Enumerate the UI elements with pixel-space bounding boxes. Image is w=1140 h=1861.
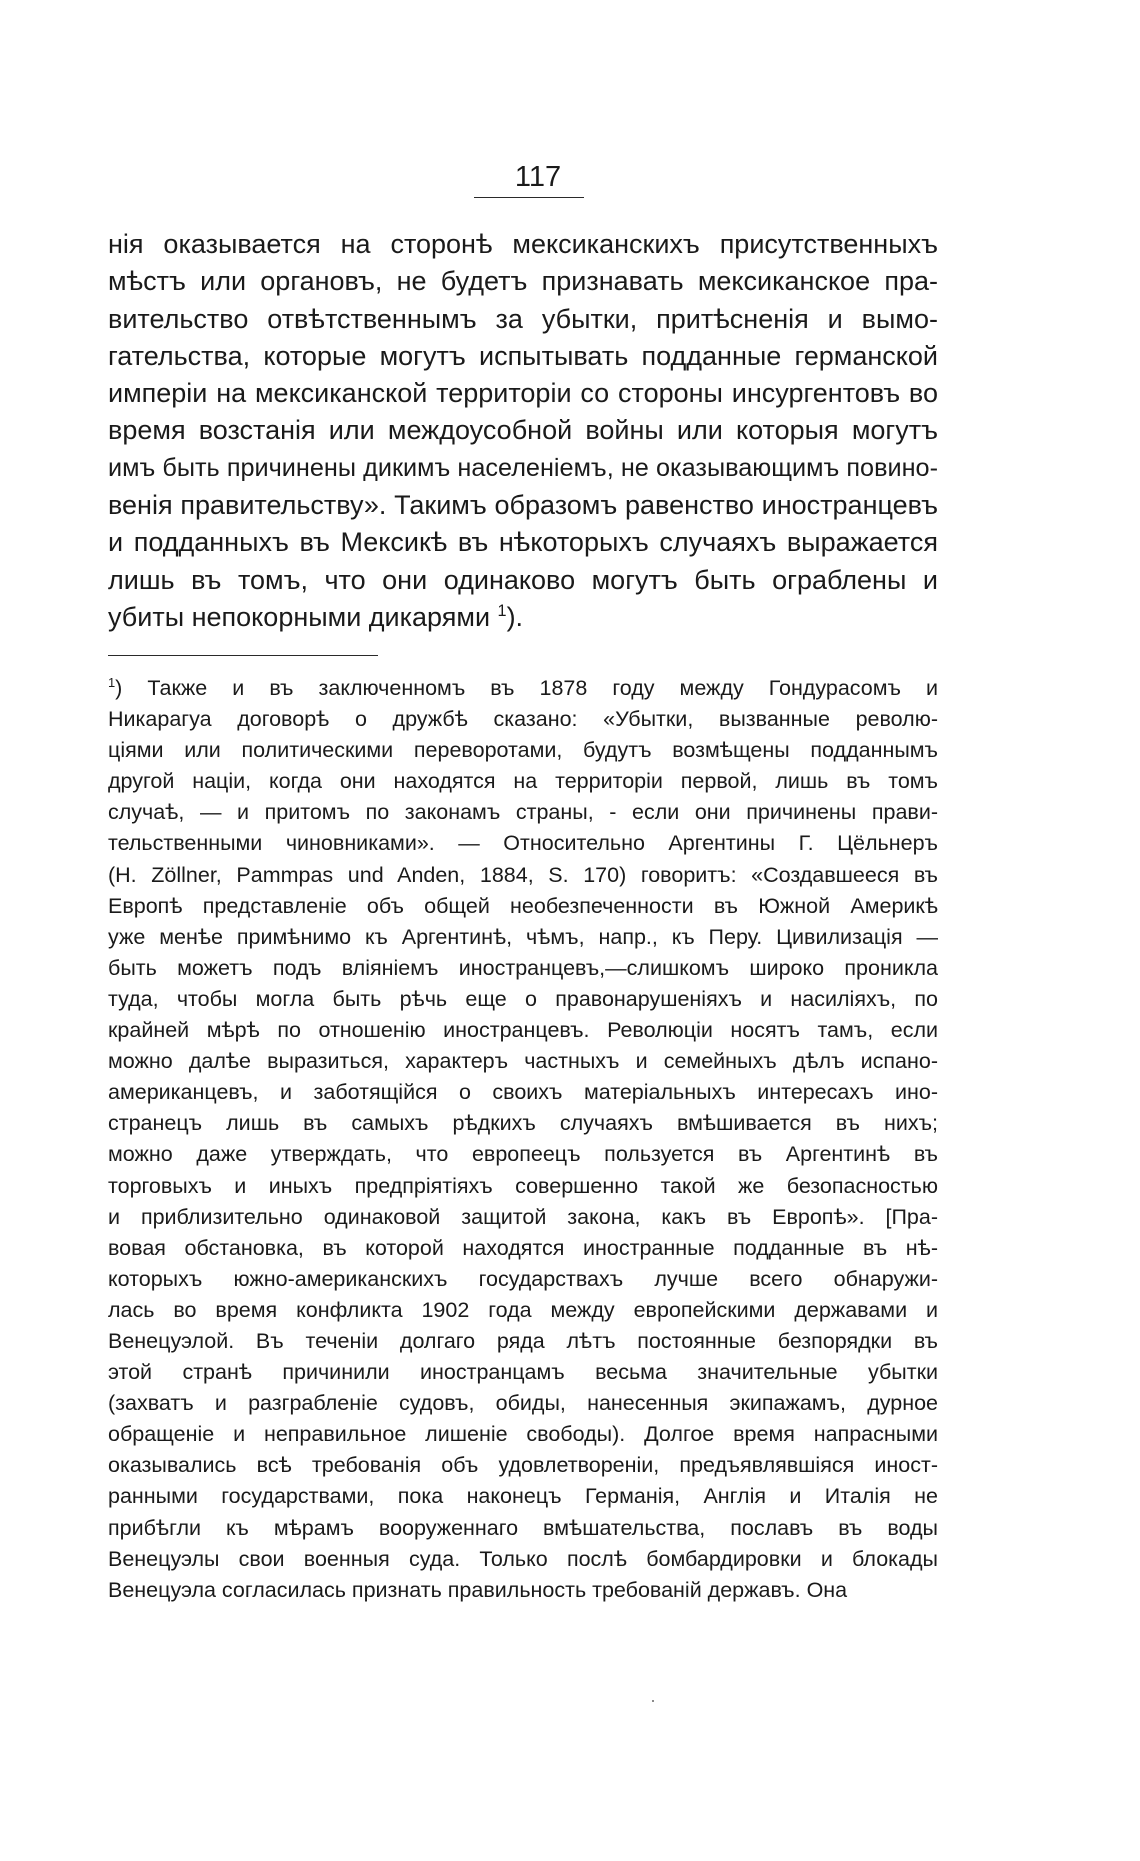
main-text-closing: ). <box>506 601 524 632</box>
footnote-line: которыхъ южно-американскихъ государствахъ лучше всего обнаружи- <box>108 1266 938 1291</box>
main-text-line: венія правительству». Такимъ образомъ равенство иностранцевъ <box>108 490 938 521</box>
main-text-line: и подданныхъ въ Мексикѣ въ нѣкоторыхъ случаяхъ выражается <box>108 527 938 558</box>
footnote-line: случаѣ, — и притомъ по законамъ страны, - если они причинены прави- <box>108 800 938 825</box>
footnote-line: оказывались всѣ требованія объ удовлетвореніи, предъявлявшіяся иност- <box>108 1453 938 1478</box>
main-text-line: имъ быть причинены дикимъ населеніемъ, не оказывающимъ повино- <box>108 453 938 482</box>
main-text-line: гательства, которые могутъ испытывать подданные германской <box>108 340 938 371</box>
footnote-line: туда, чтобы могла быть рѣчь еще о правонарушеніяхъ и насиліяхъ, по <box>108 986 938 1011</box>
print-speck <box>652 1700 654 1702</box>
footnote-line: и приблизительно одинаковой защитой закона, какъ въ Европѣ». [Пра- <box>108 1204 938 1229</box>
footnote-line: ціями или политическими переворотами, будутъ возмѣщены подданнымъ <box>108 738 938 763</box>
footnote-last-line: Венецуэла согласилась признать правильность требованій державъ. Она <box>108 1577 848 1602</box>
footnote-line: уже менѣе примѣнимо къ Аргентинѣ, чѣмъ, напр., къ Перу. Цивилизація — <box>108 924 938 949</box>
footnote-line: прибѣгли къ мѣрамъ вооруженнаго вмѣшательства, пославъ въ воды <box>108 1515 938 1540</box>
footnote-line: можно даже утверждать, что европеецъ пользуется въ Аргентинѣ въ <box>108 1142 938 1167</box>
page-number-rule <box>474 197 584 198</box>
footnote-line: тельственными чиновниками». — Относительно Аргентины Г. Цёльнеръ <box>108 831 938 856</box>
footnote-line: Никарагуа договорѣ о дружбѣ сказано: «Убытки, вызванные револю- <box>108 707 938 732</box>
footnote-line: лась во время конфликта 1902 года между европейскими державами и <box>108 1297 938 1322</box>
footnote-marker: 1 <box>108 674 116 690</box>
main-text-line: лишь въ томъ, что они одинаково могутъ быть ограблены и <box>108 564 938 595</box>
page-number: 117 <box>514 161 562 193</box>
footnote-first-line-text: ) Также и въ заключенномъ въ 1878 году между Гондурасомъ и <box>115 676 938 700</box>
main-text-line-end: убиты непокорными дикарями <box>108 601 498 632</box>
footnote-line: (H. Zöllner, Pammpas und Anden, 1884, S. 170) говоритъ: «Создавшееся въ <box>108 862 938 887</box>
footnote-line: вовая обстановка, въ которой находятся иностранные подданные въ нѣ- <box>108 1235 938 1260</box>
footnote-line: Европѣ представленіе объ общей необезпеченности въ Южной Америкѣ <box>108 893 938 918</box>
footnote-line: ранными государствами, пока наконецъ Германія, Англія и Италія не <box>108 1484 938 1509</box>
footnote-reference[interactable]: 1 <box>497 601 507 620</box>
footnote-line: Венецуэлы свои военныя суда. Только послѣ бомбардировки и блокады <box>108 1546 938 1571</box>
footnote-line: можно далѣе выразиться, характеръ частныхъ и семейныхъ дѣлъ испано- <box>108 1049 938 1074</box>
main-text-line: имперіи на мексиканской территоріи со стороны инсургентовъ во <box>108 378 938 409</box>
footnote <box>108 673 938 1606</box>
footnote-line: странецъ лишь въ самыхъ рѣдкихъ случаяхъ вмѣшивается въ нихъ; <box>108 1111 938 1136</box>
main-text-line: нія оказывается на сторонѣ мексиканскихъ присутственныхъ <box>108 229 938 259</box>
footnote-line: этой странѣ причинили иностранцамъ весьма значительные убытки <box>108 1360 938 1385</box>
footnote-line: торговыхъ и иныхъ предпріятіяхъ совершенно такой же безопасностью <box>108 1173 938 1198</box>
footnote-line: другой націи, когда они находятся на территоріи первой, лишь въ томъ <box>108 769 938 794</box>
footnote-first-line <box>108 673 938 704</box>
main-text <box>108 226 938 636</box>
footnote-line: крайней мѣрѣ по отношенію иностранцевъ. Революціи носятъ тамъ, если <box>108 1018 938 1043</box>
footnote-line: быть можетъ подъ вліяніемъ иностранцевъ,—слишкомъ широко проникла <box>108 955 938 980</box>
main-text-last-line <box>108 599 938 636</box>
main-text-line: вительство отвѣтственнымъ за убытки, притѣсненія и вымо- <box>108 303 938 334</box>
footnote-line: американцевъ, и заботящійся о своихъ матеріальныхъ интересахъ ино- <box>108 1080 938 1105</box>
footnote-line: Венецуэлой. Въ теченіи долгаго ряда лѣтъ постоянные безпорядки въ <box>108 1328 938 1353</box>
footnote-line: обращеніе и неправильное лишеніе свободы). Долгое время напрасными <box>108 1422 938 1447</box>
footnote-line: (захватъ и разграбленіе судовъ, обиды, нанесенныя экипажамъ, дурное <box>108 1391 938 1416</box>
main-text-line: время возстанія или междоусобной войны или которыя могутъ <box>108 415 938 446</box>
main-text-line: мѣстъ или органовъ, не будетъ признавать мексиканское пра- <box>108 266 938 297</box>
footnote-separator <box>108 655 378 656</box>
